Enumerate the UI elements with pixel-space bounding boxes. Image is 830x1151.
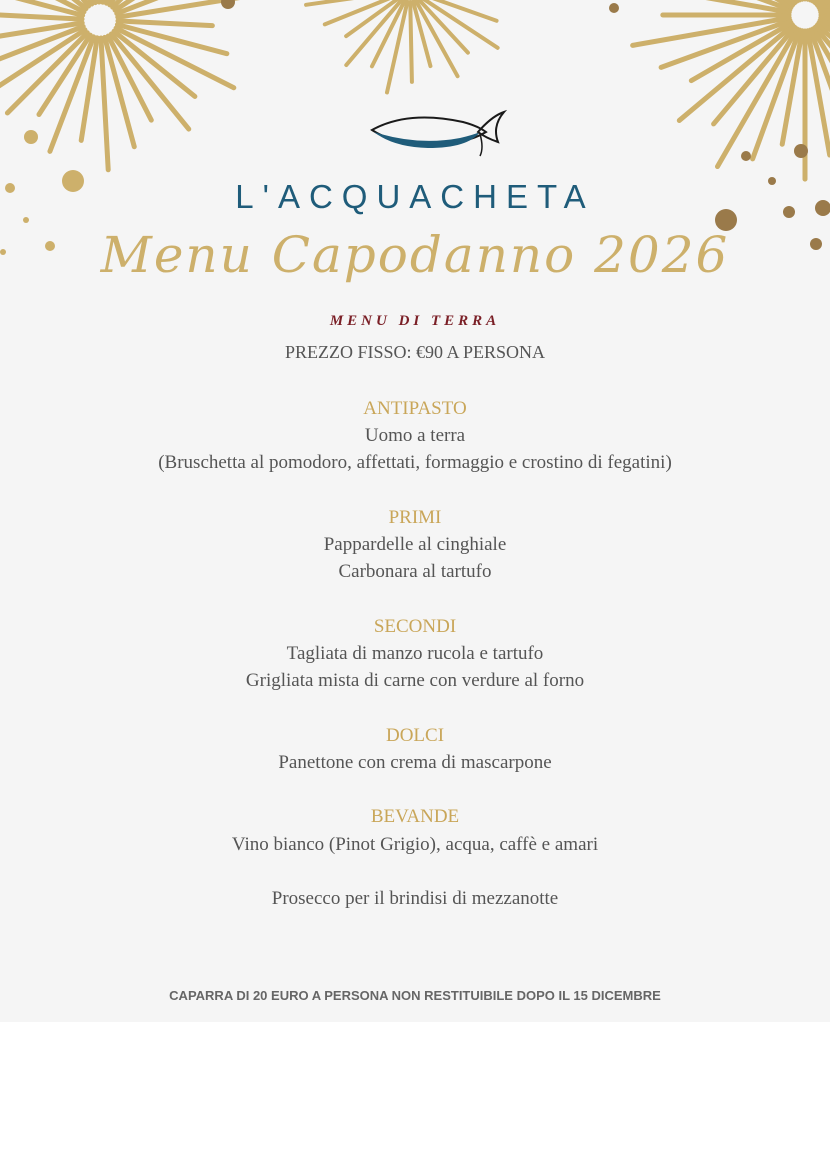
course-heading-secondi: SECONDI — [373, 616, 457, 637]
course-item: Vino bianco (Pinot Grigio), acqua, caffè e amari — [231, 834, 599, 855]
course-item: Tagliata di manzo rucola e tartufo — [286, 643, 544, 664]
course-item: Panettone con crema di mascarpone — [278, 752, 552, 773]
deposit-note: CAPARRA DI 20 EURO A PERSONA NON RESTITUIBILE DOPO IL 15 DICEMBRE — [169, 988, 661, 1003]
page-title: Menu Capodanno 2026 — [100, 226, 730, 284]
course-item: Uomo a terra — [364, 425, 466, 446]
course-item: Carbonara al tartufo — [338, 561, 492, 582]
fish-icon — [368, 108, 508, 160]
course-heading-antipasto: ANTIPASTO — [363, 398, 467, 419]
course-item: Pappardelle al cinghiale — [323, 534, 507, 555]
course-item: Grigliata mista di carne con verdure al forno — [245, 670, 585, 691]
course-heading-primi: PRIMI — [388, 507, 442, 528]
course-heading-dolci: DOLCI — [385, 725, 445, 746]
course-item: (Bruschetta al pomodoro, affettati, formaggio e crostino di fegatini) — [158, 452, 672, 473]
course-heading-bevande: BEVANDE — [370, 806, 460, 827]
menu-subtitle: MENU DI TERRA — [329, 313, 501, 329]
course-item: Prosecco per il brindisi di mezzanotte — [271, 888, 559, 909]
price-line: PREZZO FISSO: €90 A PERSONA — [284, 342, 546, 362]
brand-name: L'ACQUACHETA — [235, 178, 595, 215]
